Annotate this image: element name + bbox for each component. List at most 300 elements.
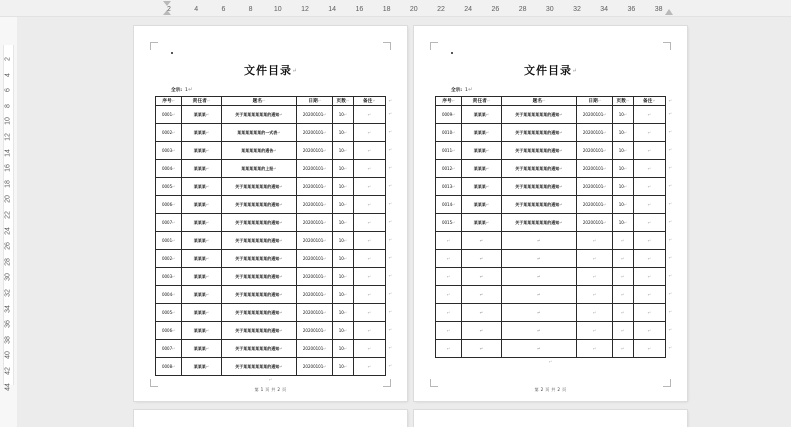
table-cell-title[interactable] <box>221 304 297 322</box>
table-cell-resp[interactable] <box>462 178 501 196</box>
row-pilcrow-icon: ↵ <box>668 129 672 134</box>
table-cell-title[interactable] <box>221 106 297 124</box>
table-cell-note[interactable] <box>353 214 385 232</box>
cell-value: 20200101 <box>582 220 604 225</box>
table-cell-note[interactable] <box>633 286 665 304</box>
table-cell-no[interactable] <box>156 268 182 286</box>
table-cell-no[interactable] <box>156 286 182 304</box>
cell-pilcrow-icon: ↵ <box>205 345 210 351</box>
table-row[interactable] <box>156 214 386 232</box>
table-cell-title[interactable] <box>221 178 297 196</box>
vruler-tick-24: 24 <box>4 226 12 235</box>
table-cell-title[interactable] <box>221 160 297 178</box>
cell-pilcrow-icon: ↵ <box>447 238 451 243</box>
table-cell-no[interactable] <box>156 106 182 124</box>
table-row[interactable] <box>436 322 666 340</box>
ruler-tick-28: 28 <box>518 6 527 13</box>
table-cell-title[interactable] <box>501 106 577 124</box>
table-cell-no[interactable] <box>156 250 182 268</box>
table-cell-resp[interactable] <box>182 340 221 358</box>
table-cell-date[interactable] <box>577 160 613 178</box>
table-cell-resp[interactable] <box>462 124 501 142</box>
table-row[interactable] <box>156 304 386 322</box>
table-cell-note[interactable] <box>353 250 385 268</box>
table-column-header-1[interactable] <box>182 97 221 106</box>
table-cell-title[interactable] <box>221 196 297 214</box>
table-cell-note[interactable] <box>353 268 385 286</box>
table-cell-pages[interactable] <box>333 358 354 376</box>
table-cell-pages[interactable] <box>333 124 354 142</box>
table-cell-resp[interactable] <box>462 106 501 124</box>
table-cell-title[interactable] <box>501 178 577 196</box>
vertical-ruler[interactable] <box>0 17 17 427</box>
ruler-tick-26: 26 <box>491 6 500 13</box>
table-cell-no[interactable] <box>436 268 462 286</box>
table-cell-date[interactable] <box>577 178 613 196</box>
table-row[interactable] <box>156 160 386 178</box>
document-page-3-partial[interactable] <box>134 410 407 427</box>
row-pilcrow-icon: ↵ <box>668 237 672 242</box>
table-row[interactable] <box>436 160 666 178</box>
table-cell-title[interactable] <box>501 196 577 214</box>
table-cell-pages[interactable] <box>333 142 354 160</box>
table-cell-resp[interactable] <box>462 160 501 178</box>
table-row[interactable] <box>156 196 386 214</box>
cell-value: 10 <box>618 148 624 153</box>
table-row[interactable] <box>156 358 386 376</box>
cell-value: 0010 <box>441 130 453 135</box>
cell-pilcrow-icon: ↵ <box>205 111 210 117</box>
cell-value: 关于某某某某某某的通知 <box>515 183 560 189</box>
right-indent-marker[interactable] <box>665 9 673 15</box>
table-cell-note[interactable] <box>633 124 665 142</box>
table-cell-no[interactable] <box>436 286 462 304</box>
table-cell-note[interactable] <box>353 124 385 142</box>
table-cell-date[interactable] <box>297 196 333 214</box>
table-cell-pages[interactable] <box>613 106 634 124</box>
table-cell-resp[interactable] <box>182 160 221 178</box>
vruler-tick-44: 44 <box>4 382 12 391</box>
table-cell-date[interactable] <box>577 124 613 142</box>
table-cell-resp[interactable] <box>182 214 221 232</box>
document-page-4-partial[interactable] <box>414 410 687 427</box>
table-row[interactable] <box>436 214 666 232</box>
table-row[interactable] <box>436 268 666 286</box>
table-cell-date[interactable] <box>577 268 613 286</box>
table-cell-note[interactable] <box>353 322 385 340</box>
table-cell-resp[interactable] <box>182 178 221 196</box>
table-column-header-5[interactable] <box>353 97 385 106</box>
table-cell-no[interactable] <box>436 214 462 232</box>
row-pilcrow-icon: ↵ <box>668 273 672 278</box>
table-cell-note[interactable] <box>633 160 665 178</box>
table-cell-date[interactable] <box>577 286 613 304</box>
table-cell-title[interactable] <box>221 250 297 268</box>
document-canvas[interactable] <box>18 18 791 427</box>
table-cell-no[interactable] <box>156 196 182 214</box>
table-cell-note[interactable] <box>633 178 665 196</box>
table-column-header-2[interactable] <box>501 97 577 106</box>
table-cell-note[interactable] <box>633 268 665 286</box>
table-row[interactable] <box>156 268 386 286</box>
left-indent-marker[interactable] <box>163 10 171 15</box>
table-cell-no[interactable] <box>436 322 462 340</box>
table-cell-pages[interactable] <box>613 250 634 268</box>
file-directory-table-page-1[interactable] <box>155 96 386 376</box>
table-cell-note[interactable] <box>633 214 665 232</box>
table-cell-title[interactable] <box>501 268 577 286</box>
table-row[interactable] <box>436 178 666 196</box>
table-cell-resp[interactable] <box>462 286 501 304</box>
row-pilcrow-icon: ↵ <box>668 201 672 206</box>
row-pilcrow-icon: ↵ <box>388 309 392 314</box>
table-cell-title[interactable] <box>221 286 297 304</box>
table-cell-pages[interactable] <box>333 322 354 340</box>
table-cell-resp[interactable] <box>462 232 501 250</box>
table-cell-note[interactable] <box>353 286 385 304</box>
table-cell-note[interactable] <box>353 340 385 358</box>
cell-value: 某某某 <box>473 183 486 189</box>
table-cell-resp[interactable] <box>182 304 221 322</box>
table-cell-resp[interactable] <box>462 304 501 322</box>
table-cell-no[interactable] <box>156 142 182 160</box>
table-cell-pages[interactable] <box>613 232 634 250</box>
table-row[interactable] <box>156 142 386 160</box>
table-row[interactable] <box>436 196 666 214</box>
table-cell-no[interactable] <box>436 124 462 142</box>
cell-pilcrow-icon: ↵ <box>593 292 597 297</box>
cell-pilcrow-icon: ↵ <box>279 111 283 117</box>
cell-value: 20200101 <box>582 130 604 135</box>
table-cell-resp[interactable] <box>462 322 501 340</box>
table-cell-title[interactable] <box>501 214 577 232</box>
table-cell-note[interactable] <box>353 106 385 124</box>
cell-value: 关于某某某某某某的通知 <box>235 291 280 297</box>
table-cell-date[interactable] <box>297 250 333 268</box>
cell-value: 0012 <box>441 166 453 171</box>
page-1-title-text: 文件目录 <box>243 64 292 77</box>
table-cell-title[interactable] <box>221 268 297 286</box>
table-cell-title[interactable] <box>501 160 577 178</box>
document-page-1[interactable] <box>134 26 407 401</box>
table-cell-resp[interactable] <box>182 358 221 376</box>
cell-pilcrow-icon: ↵ <box>647 112 652 117</box>
page-2-fonds-value: 1 <box>465 88 468 93</box>
table-cell-pages[interactable] <box>613 142 634 160</box>
table-cell-no[interactable] <box>436 340 462 358</box>
table-cell-pages[interactable] <box>613 178 634 196</box>
table-column-header-0[interactable] <box>156 97 182 106</box>
table-cell-no[interactable] <box>156 358 182 376</box>
table-cell-date[interactable] <box>297 232 333 250</box>
table-cell-pages[interactable] <box>613 340 634 358</box>
table-cell-date[interactable] <box>577 304 613 322</box>
table-cell-date[interactable] <box>297 304 333 322</box>
table-cell-date[interactable] <box>297 178 333 196</box>
table-cell-date[interactable] <box>297 106 333 124</box>
cell-value: 20200101 <box>302 274 324 279</box>
table-cell-no[interactable] <box>436 142 462 160</box>
table-cell-no[interactable] <box>156 214 182 232</box>
table-cell-date[interactable] <box>577 250 613 268</box>
cell-value: 10 <box>338 256 344 261</box>
table-cell-date[interactable] <box>297 286 333 304</box>
table-cell-pages[interactable] <box>613 304 634 322</box>
table-cell-note[interactable] <box>633 304 665 322</box>
table-column-header-4[interactable] <box>333 97 354 106</box>
table-cell-date[interactable] <box>297 340 333 358</box>
table-cell-no[interactable] <box>436 304 462 322</box>
table-column-header-3[interactable] <box>577 97 613 106</box>
vruler-tick-22: 22 <box>4 211 12 219</box>
cell-value: 0003 <box>161 274 173 279</box>
table-body-page-2[interactable] <box>436 106 666 358</box>
table-cell-date[interactable] <box>577 322 613 340</box>
table-cell-note[interactable] <box>633 196 665 214</box>
table-cell-no[interactable] <box>156 304 182 322</box>
table-cell-title[interactable] <box>501 340 577 358</box>
table-cell-note[interactable] <box>633 340 665 358</box>
ruler-tick-14: 14 <box>328 6 337 13</box>
table-cell-pages[interactable] <box>333 232 354 250</box>
table-cell-date[interactable] <box>297 124 333 142</box>
table-cell-pages[interactable] <box>333 304 354 322</box>
table-cell-date[interactable] <box>297 358 333 376</box>
table-cell-date[interactable] <box>297 160 333 178</box>
cell-value: 20200101 <box>582 112 604 117</box>
cell-value: 某某某 <box>193 201 206 207</box>
row-pilcrow-icon: ↵ <box>668 183 672 188</box>
table-column-header-1[interactable] <box>462 97 501 106</box>
table-column-header-4[interactable] <box>613 97 634 106</box>
table-cell-note[interactable] <box>633 322 665 340</box>
table-cell-date[interactable] <box>577 214 613 232</box>
table-cell-resp[interactable] <box>182 286 221 304</box>
table-cell-pages[interactable] <box>613 160 634 178</box>
table-cell-title[interactable] <box>501 322 577 340</box>
table-cell-title[interactable] <box>501 250 577 268</box>
table-cell-resp[interactable] <box>462 196 501 214</box>
table-cell-no[interactable] <box>436 250 462 268</box>
table-cell-title[interactable] <box>501 304 577 322</box>
table-cell-no[interactable] <box>436 106 462 124</box>
file-directory-table-page-2[interactable] <box>435 96 666 358</box>
table-cell-resp[interactable] <box>182 142 221 160</box>
cell-value: 关于某某某某某某的通知 <box>235 273 280 279</box>
table-cell-date[interactable] <box>297 142 333 160</box>
table-column-header-3[interactable] <box>297 97 333 106</box>
table-row[interactable] <box>156 340 386 358</box>
table-column-header-2[interactable] <box>221 97 297 106</box>
page-1-body[interactable] <box>155 48 392 383</box>
page-2-body[interactable] <box>435 48 672 383</box>
table-cell-date[interactable] <box>297 214 333 232</box>
table-cell-no[interactable] <box>156 340 182 358</box>
page-1-bullet-line <box>155 48 386 58</box>
cell-pilcrow-icon: ↵ <box>172 292 176 297</box>
table-row[interactable] <box>436 142 666 160</box>
cell-pilcrow-icon: ↵ <box>279 327 283 333</box>
table-cell-resp[interactable] <box>182 124 221 142</box>
table-row[interactable] <box>436 232 666 250</box>
cell-pilcrow-icon: ↵ <box>205 291 210 297</box>
cell-pilcrow-icon: ↵ <box>537 238 541 243</box>
table-cell-title[interactable] <box>221 124 297 142</box>
cell-value: 20200101 <box>302 292 324 297</box>
table-cell-pages[interactable] <box>613 124 634 142</box>
table-cell-note[interactable] <box>353 358 385 376</box>
table-cell-pages[interactable] <box>333 340 354 358</box>
cell-pilcrow-icon: ↵ <box>621 328 625 333</box>
table-cell-pages[interactable] <box>333 178 354 196</box>
table-cell-pages[interactable] <box>613 268 634 286</box>
table-cell-no[interactable] <box>156 322 182 340</box>
table-cell-note[interactable] <box>633 250 665 268</box>
table-cell-pages[interactable] <box>333 160 354 178</box>
cell-value: 10 <box>338 202 344 207</box>
table-cell-resp[interactable] <box>182 268 221 286</box>
table-cell-resp[interactable] <box>182 232 221 250</box>
cell-value: 关于某某某某某某的通知 <box>235 111 280 117</box>
cell-pilcrow-icon: ↵ <box>343 220 348 225</box>
cell-pilcrow-icon: ↵ <box>623 148 628 153</box>
table-cell-note[interactable] <box>353 232 385 250</box>
table-cell-date[interactable] <box>577 142 613 160</box>
table-cell-pages[interactable] <box>613 322 634 340</box>
table-cell-no[interactable] <box>156 232 182 250</box>
cell-pilcrow-icon: ↵ <box>593 346 597 351</box>
table-cell-note[interactable] <box>353 196 385 214</box>
table-cell-title[interactable] <box>501 286 577 304</box>
table-cell-pages[interactable] <box>333 250 354 268</box>
cell-value: 10 <box>338 184 344 189</box>
table-cell-title[interactable] <box>221 214 297 232</box>
table-row[interactable] <box>436 340 666 358</box>
table-row[interactable] <box>436 286 666 304</box>
table-cell-pages[interactable] <box>333 268 354 286</box>
table-cell-no[interactable] <box>156 124 182 142</box>
table-cell-title[interactable] <box>501 124 577 142</box>
cell-pilcrow-icon: ↵ <box>323 202 327 207</box>
table-cell-note[interactable] <box>633 142 665 160</box>
table-row[interactable] <box>156 322 386 340</box>
table-cell-date[interactable] <box>577 196 613 214</box>
table-cell-no[interactable] <box>436 160 462 178</box>
cell-value: 20200101 <box>302 328 324 333</box>
table-row[interactable] <box>156 124 386 142</box>
table-cell-note[interactable] <box>353 142 385 160</box>
table-cell-title[interactable] <box>221 340 297 358</box>
table-cell-title[interactable] <box>501 232 577 250</box>
table-cell-date[interactable] <box>577 340 613 358</box>
horizontal-ruler[interactable] <box>0 0 791 17</box>
table-cell-resp[interactable] <box>182 106 221 124</box>
table-cell-resp[interactable] <box>182 322 221 340</box>
document-page-2[interactable] <box>414 26 687 401</box>
cell-pilcrow-icon: ↵ <box>323 112 327 117</box>
table-cell-date[interactable] <box>577 232 613 250</box>
cell-value: 20200101 <box>302 346 324 351</box>
table-cell-title[interactable] <box>221 358 297 376</box>
table-column-header-5[interactable] <box>633 97 665 106</box>
cell-value: 10 <box>338 346 344 351</box>
table-cell-resp[interactable] <box>462 340 501 358</box>
table-cell-pages[interactable] <box>613 196 634 214</box>
table-cell-resp[interactable] <box>462 250 501 268</box>
table-column-header-0[interactable] <box>436 97 462 106</box>
table-body-page-1[interactable] <box>156 106 386 376</box>
horizontal-ruler-track[interactable] <box>141 0 681 17</box>
table-cell-no[interactable] <box>436 232 462 250</box>
table-cell-resp[interactable] <box>462 214 501 232</box>
table-cell-no[interactable] <box>156 160 182 178</box>
table-row[interactable] <box>436 304 666 322</box>
table-cell-title[interactable] <box>221 232 297 250</box>
table-cell-resp[interactable] <box>182 250 221 268</box>
table-cell-no[interactable] <box>436 178 462 196</box>
ruler-tick-22: 22 <box>437 6 445 13</box>
table-row[interactable] <box>156 232 386 250</box>
cell-pilcrow-icon: ↵ <box>559 147 563 153</box>
cell-pilcrow-icon: ↵ <box>367 130 372 135</box>
table-cell-pages[interactable] <box>333 286 354 304</box>
table-cell-date[interactable] <box>297 268 333 286</box>
table-cell-date[interactable] <box>297 322 333 340</box>
cell-value: 20200101 <box>302 130 324 135</box>
table-cell-resp[interactable] <box>462 268 501 286</box>
table-cell-note[interactable] <box>353 160 385 178</box>
table-cell-no[interactable] <box>156 178 182 196</box>
cell-pilcrow-icon: ↵ <box>172 274 176 279</box>
table-cell-no[interactable] <box>436 196 462 214</box>
cell-pilcrow-icon: ↵ <box>603 202 607 207</box>
table-cell-title[interactable] <box>221 322 297 340</box>
table-cell-pages[interactable] <box>333 214 354 232</box>
cell-value: 0001 <box>161 238 173 243</box>
ruler-tick-34: 34 <box>600 6 609 13</box>
table-cell-pages[interactable] <box>333 106 354 124</box>
vruler-tick-6: 6 <box>4 88 12 93</box>
table-cell-date[interactable] <box>577 106 613 124</box>
table-row[interactable] <box>436 250 666 268</box>
table-cell-resp[interactable] <box>182 196 221 214</box>
table-cell-note[interactable] <box>633 232 665 250</box>
table-cell-title[interactable] <box>221 142 297 160</box>
vruler-tick-40: 40 <box>4 351 12 360</box>
table-cell-title[interactable] <box>501 142 577 160</box>
table-row[interactable] <box>436 124 666 142</box>
table-cell-pages[interactable] <box>613 214 634 232</box>
table-cell-note[interactable] <box>633 106 665 124</box>
table-cell-note[interactable] <box>353 304 385 322</box>
cell-pilcrow-icon: ↵ <box>537 310 541 315</box>
table-row[interactable] <box>156 178 386 196</box>
cell-pilcrow-icon: ↵ <box>537 328 541 333</box>
cell-pilcrow-icon: ↵ <box>537 274 541 279</box>
table-cell-pages[interactable] <box>613 286 634 304</box>
table-row[interactable] <box>156 286 386 304</box>
table-cell-pages[interactable] <box>333 196 354 214</box>
cell-pilcrow-icon: ↵ <box>205 183 210 189</box>
table-row[interactable] <box>156 106 386 124</box>
cell-value: 关于某某某某某某的通知 <box>515 129 560 135</box>
table-cell-resp[interactable] <box>462 142 501 160</box>
first-line-indent-marker[interactable] <box>163 1 171 6</box>
column-header-label: 序号 <box>162 99 172 104</box>
table-cell-note[interactable] <box>353 178 385 196</box>
table-row[interactable] <box>156 250 386 268</box>
table-row[interactable] <box>436 106 666 124</box>
